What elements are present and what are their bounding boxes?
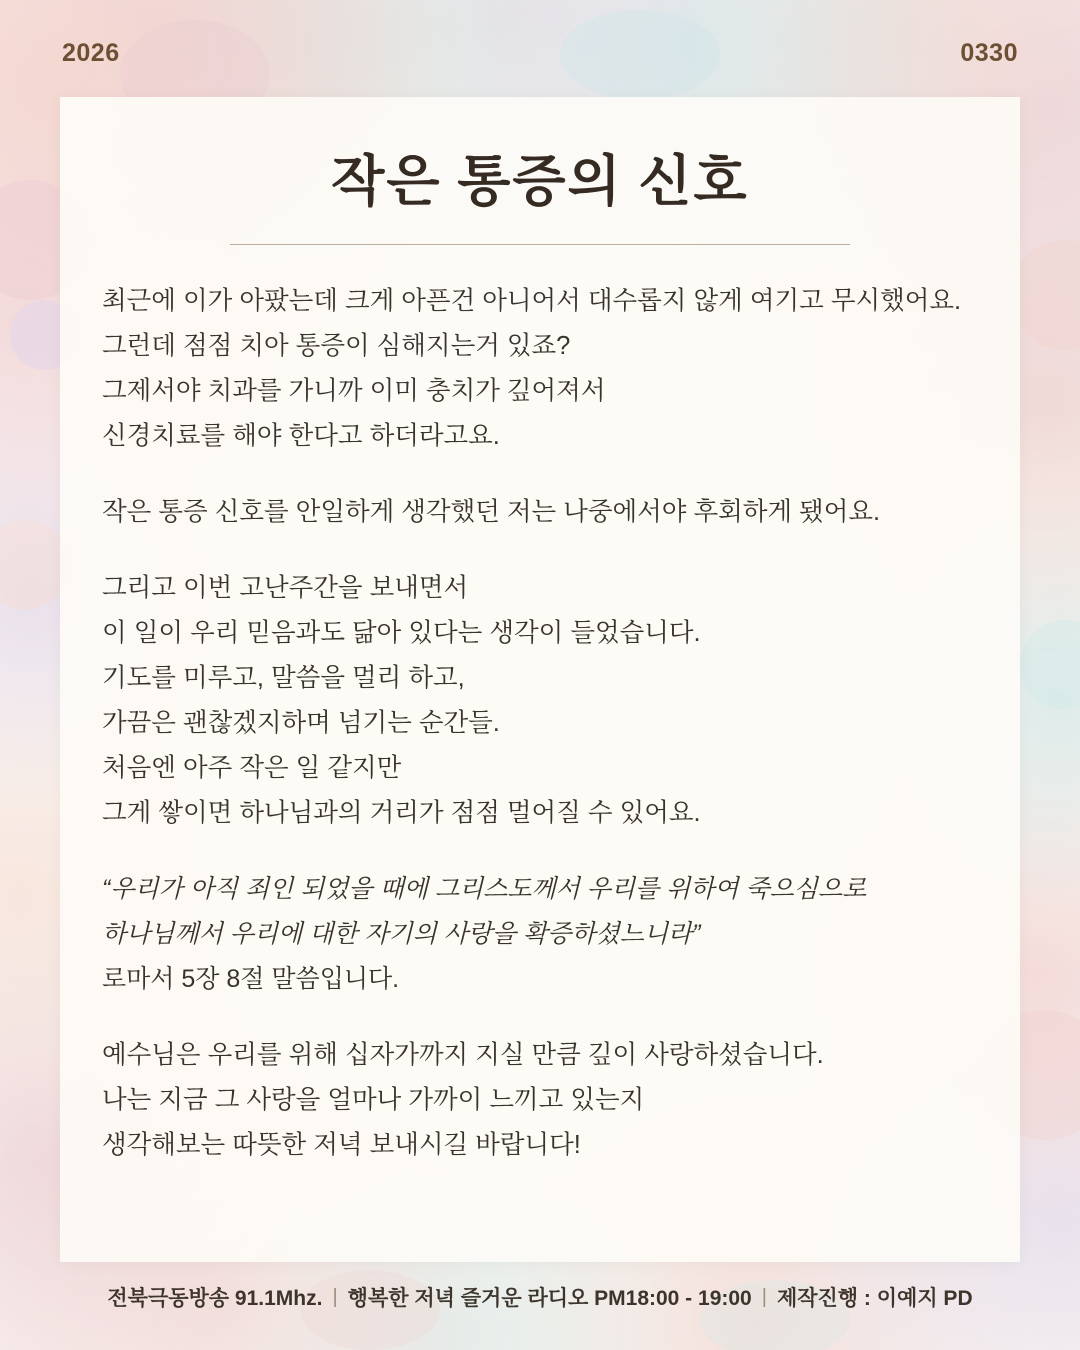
page-title: 작은 통증의 신호	[331, 151, 749, 212]
scripture-quote	[102, 867, 978, 1002]
paragraph	[102, 1033, 978, 1168]
text-line: 나는 지금 그 사랑을 얼마나 가까이 느끼고 있는지	[102, 1086, 645, 1114]
paragraph	[102, 490, 978, 535]
text-line: 그게 쌓이면 하나님과의 거리가 점점 멀어질 수 있어요.	[102, 799, 701, 827]
text-line: 그리고 이번 고난주간을 보내면서	[102, 574, 469, 602]
poster-footer	[0, 1282, 1080, 1312]
text-line: 예수님은 우리를 위해 십자가까지 지실 만큼 깊이 사랑하셨습니다.	[102, 1041, 824, 1069]
decorative-bokeh	[1020, 620, 1080, 710]
header-year: 2026	[62, 38, 120, 67]
message-body	[60, 245, 1020, 1168]
footer-separator: |	[332, 1285, 338, 1308]
footer-station: 전북극동방송 91.1Mhz.	[107, 1287, 323, 1310]
quote-line: 하나님께서 우리에 대한 자기의 사랑을 확증하셨느니라”	[102, 920, 701, 948]
text-line: 생각해보는 따뜻한 저녁 보내시길 바랍니다!	[102, 1131, 581, 1159]
header-date: 0330	[960, 38, 1018, 67]
text-line: 가끔은 괜찮겠지하며 넘기는 순간들.	[102, 709, 500, 737]
quote-line: “우리가 아직 죄인 되었을 때에 그리스도께서 우리를 위하여 죽으심으로	[102, 875, 867, 903]
paragraph	[102, 566, 978, 836]
footer-producer: 제작진행 : 이예지 PD	[776, 1287, 973, 1310]
text-line: 신경치료를 해야 한다고 하더라고요.	[102, 422, 500, 450]
text-line: 그제서야 치과를 가니까 이미 충치가 깊어져서	[102, 377, 606, 405]
text-line: 기도를 미루고, 말씀을 멀리 하고,	[102, 664, 465, 692]
text-line: 작은 통증 신호를 안일하게 생각했던 저는 나중에서야 후회하게 됐어요.	[102, 498, 881, 526]
text-line: 그런데 점점 치아 통증이 심해지는거 있죠?	[102, 332, 571, 360]
poster-header	[0, 33, 1080, 73]
scripture-reference: 로마서 5장 8절 말씀입니다.	[102, 965, 400, 993]
content-card	[60, 97, 1020, 1262]
text-line: 최근에 이가 아팠는데 크게 아픈건 아니어서 대수롭지 않게 여기고 무시했어요.	[102, 287, 962, 315]
text-line: 이 일이 우리 믿음과도 닮아 있다는 생각이 들었습니다.	[102, 619, 701, 647]
footer-separator: |	[761, 1285, 767, 1308]
text-line: 처음엔 아주 작은 일 같지만	[102, 754, 402, 782]
paragraph	[102, 279, 978, 459]
footer-program: 행복한 저녁 즐거운 라디오 PM18:00 - 19:00	[347, 1287, 752, 1310]
decorative-bokeh	[1010, 240, 1080, 350]
